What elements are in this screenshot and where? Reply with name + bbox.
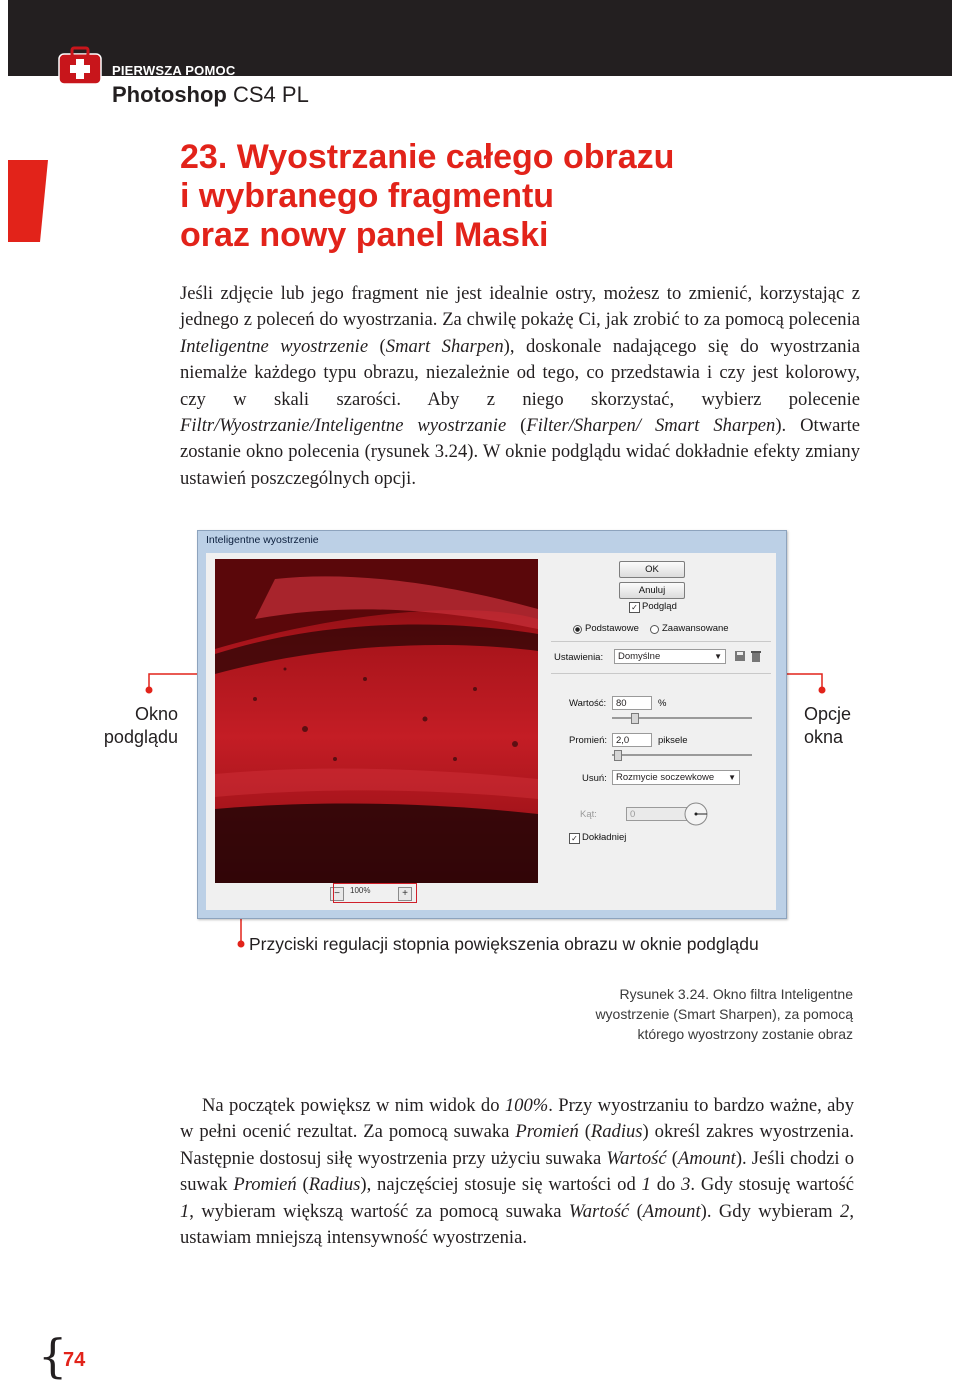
separator [551, 641, 771, 642]
first-aid-kit-icon [56, 46, 104, 86]
italic-term: 100% [504, 1095, 549, 1116]
italic-term: Inteligentne wyostrzenie [180, 335, 369, 357]
callout-preview-window: Okno podglądu [103, 704, 178, 747]
book-title-rest: CS4 PL [226, 82, 309, 107]
callout-zoom-buttons: Przyciski regulacji stopnia powiększenia obrazu w oknie podglądu [249, 934, 759, 954]
text-run: . Przy wyostrzaniu to bardzo ważne, aby w pełni ocenić rezultat. Za pomocą suwaka [180, 1095, 854, 1143]
text-run: ). Otwarte zostanie okno polecenia (rysunek 3.24). W oknie podglądu widać dokładnie efekty zmiany ustawień poszczególnych opcji. [180, 415, 861, 489]
page-number: 74 [63, 1349, 86, 1371]
radius-slider-thumb[interactable] [614, 750, 622, 761]
text-run: , ustawiam mniejszą intensywność wyostrzenia. [180, 1200, 854, 1249]
series-label: PIERWSZA POMOC [112, 63, 236, 78]
advanced-mode-label: Zaawansowane [662, 623, 729, 634]
title-line: i wybranego fragmentu [180, 177, 555, 215]
text-run: ). Gdy wybieram [700, 1200, 841, 1222]
basic-mode-label: Podstawowe [585, 623, 639, 634]
italic-term: Filter/Sharpen/ Smart Sharpen [526, 415, 776, 437]
radius-input[interactable]: 2,0 [612, 733, 652, 747]
zoom-in-button[interactable]: + [398, 887, 412, 901]
title-line: oraz nowy panel Maski [180, 216, 549, 254]
zoom-level: 100% [350, 886, 371, 895]
delete-settings-icon[interactable] [749, 649, 763, 663]
settings-value: Domyślne [618, 651, 661, 662]
title-line: 23. Wyostrzanie całego obrazu [180, 138, 675, 176]
text-run: ( [296, 1174, 309, 1196]
italic-term: Promień [233, 1174, 297, 1196]
text-run: ( [506, 415, 527, 437]
callout-window-options: Opcje okna [804, 704, 852, 747]
settings-label: Ustawienia: [554, 652, 604, 663]
figure-caption: Rysunek 3.24. Okno filtra Inteligentne wyostrzenie (Smart Sharpen), za pomocą którego wyostrzony zostanie obraz [595, 986, 853, 1042]
remove-label: Usuń: [582, 773, 607, 784]
remove-select[interactable] [612, 770, 740, 785]
radius-unit: piksele [658, 735, 688, 746]
page-brace-icon: { [38, 1329, 68, 1383]
text-run: ( [368, 335, 386, 357]
ok-button[interactable]: OK [619, 561, 685, 578]
italic-term: Promień [515, 1121, 579, 1143]
intro-paragraph [180, 281, 860, 492]
italic-term: Amount [642, 1200, 701, 1222]
more-accurate-checkbox[interactable]: ✓ [569, 833, 580, 844]
text-run: ( [629, 1200, 643, 1222]
basic-mode-radio[interactable] [573, 625, 582, 634]
text-run: ( [578, 1121, 591, 1143]
save-settings-icon[interactable] [733, 649, 747, 663]
italic-term: Radius [590, 1121, 643, 1143]
section-title [180, 138, 880, 255]
amount-slider-thumb[interactable] [631, 713, 639, 724]
dialog-title: Inteligentne wyostrzenie [206, 534, 319, 546]
text-run: ), najczęściej stosuje się wartości od [360, 1174, 642, 1196]
angle-input[interactable]: 0 [626, 807, 698, 821]
text-run: ( [666, 1147, 678, 1169]
preview-checkbox-label: Podgląd [642, 601, 677, 612]
text-run: ) określ zakres wyostrzenia. Następnie dostosuj siłę wyostrzenia przy użyciu suwaka [180, 1121, 854, 1169]
radius-label: Promień: [569, 735, 608, 746]
text-run: ), doskonale nadającego się do wyostrzania niemalże każdego typu obrazu, niezależnie od tego, co przedstawia i czy jest kolorowy, czy w skali szarości. Aby z niego skorzystać, wybierz polecenie [180, 335, 861, 410]
italic-term: 1 [180, 1200, 190, 1222]
dialog-client-area [206, 553, 776, 910]
angle-dial-icon[interactable] [683, 801, 709, 827]
chevron-down-icon: ▼ [714, 652, 722, 661]
preview-window[interactable] [215, 559, 538, 883]
italic-term: Wartość [606, 1147, 667, 1169]
settings-select[interactable] [614, 649, 726, 664]
amount-input[interactable]: 80 [612, 696, 652, 710]
chevron-down-icon: ▼ [728, 773, 736, 782]
book-title [112, 82, 309, 108]
more-accurate-label: Dokładniej [582, 832, 627, 843]
smart-sharpen-dialog [197, 530, 787, 919]
italic-term: 1 [641, 1174, 651, 1196]
text-run: . Gdy stosuję wartość [690, 1174, 855, 1196]
chapter-tab [8, 160, 48, 242]
text-run: do [650, 1174, 682, 1196]
italic-term: Filtr/Wyostrzanie/Inteligentne wyostrzanie [180, 415, 507, 437]
italic-term: Amount [677, 1147, 736, 1169]
italic-term: Radius [308, 1174, 361, 1196]
text-run: , wybieram większą wartość za pomocą suwaka [189, 1200, 569, 1222]
zoom-out-button[interactable]: − [330, 887, 344, 901]
radius-slider-track[interactable] [612, 754, 752, 756]
italic-term: Wartość [568, 1200, 630, 1222]
book-title-bold: Photoshop [112, 82, 227, 107]
amount-label: Wartość: [569, 698, 607, 709]
text-run: Na początek powiększ w nim widok do [202, 1095, 505, 1116]
italic-term: 2 [840, 1200, 850, 1222]
outro-paragraph [180, 1093, 854, 1251]
amount-unit: % [658, 698, 667, 709]
text-run: Jeśli zdjęcie lub jego fragment nie jest idealnie ostry, możesz to zmienić, korzystając z jednego z poleceń do wyostrzania. Za chwilę pokażę Ci, jak zrobić to za pomocą polecenia [180, 283, 860, 331]
italic-term: 3 [681, 1174, 691, 1196]
cancel-button[interactable]: Anuluj [619, 582, 685, 599]
advanced-mode-radio[interactable] [650, 625, 659, 634]
italic-term: Smart Sharpen [385, 335, 504, 357]
preview-image [215, 559, 538, 883]
separator [551, 673, 771, 674]
text-run: ). Jeśli chodzi o suwak [180, 1147, 855, 1196]
zoom-highlight [333, 883, 417, 903]
preview-checkbox[interactable]: ✓ [629, 602, 640, 613]
angle-label: Kąt: [580, 809, 597, 820]
remove-value: Rozmycie soczewkowe [616, 772, 715, 783]
